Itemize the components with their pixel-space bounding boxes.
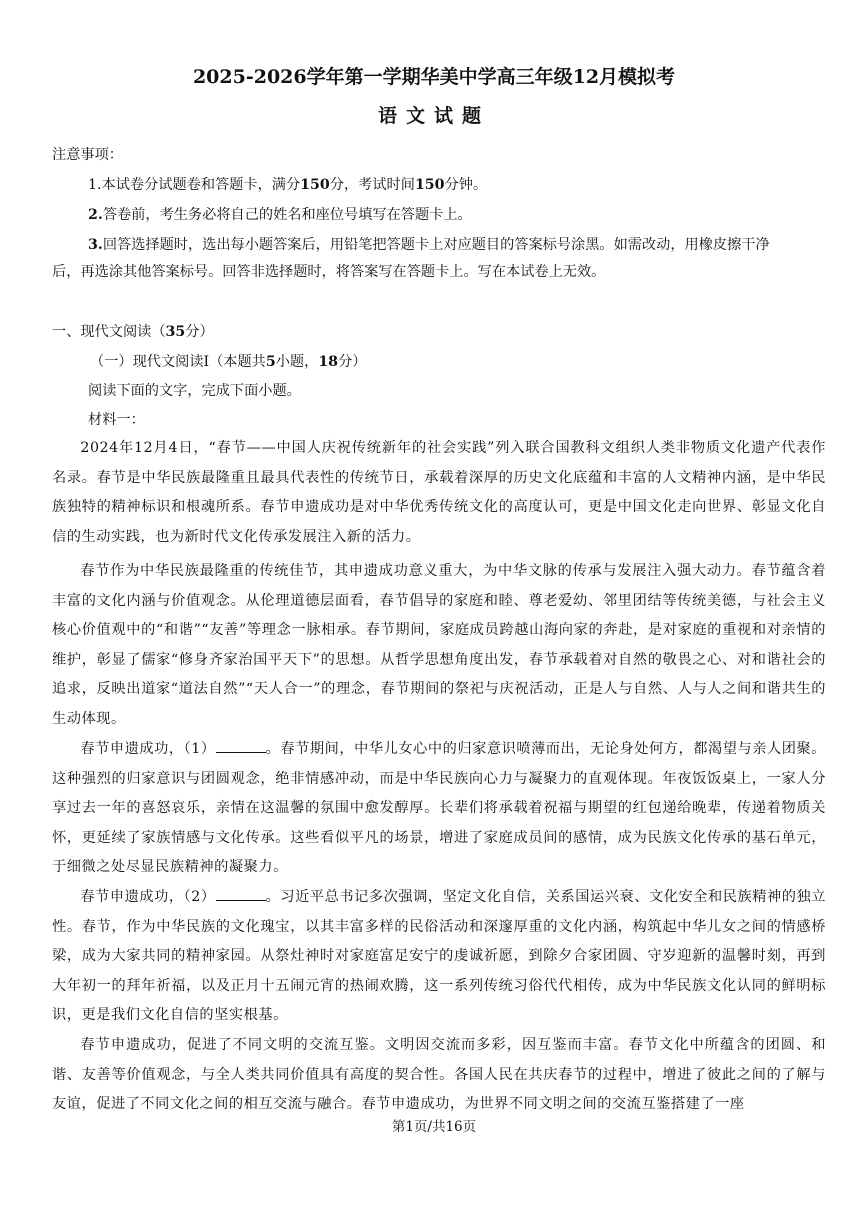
- notice-item-1-time: 150: [414, 177, 445, 193]
- notice-heading: 注意事项：: [52, 147, 123, 163]
- notice-item-1-post: 分钟。: [444, 177, 488, 193]
- page-number: 第1页/共16页: [391, 1119, 477, 1135]
- paragraph-4-post: 。习近平总书记多次强调，坚定文化自信，关系国运兴衰、文化安全和民族精神的独立性。春节，作为中华民族的文化瑰宝，以其丰富多样的民俗活动和深邃厚重的文化内涵，构筑起中华儿女之间的情感桥梁，成为大家共同的精神家园。从祭灶神时对家庭富足安宁的虔诚祈愿，到除夕合家团圆、守岁迎新的温馨时刻，再到大年初一的拜年祈福，以及正月十五闹元宵的热闹欢腾，这一系列传统习俗代代相传，成为中华民族文化认同的鲜明标识，更是我们文化自信的坚实根基。: [52, 889, 826, 1024]
- reading-instruction: 阅读下面的文字，完成下面小题。: [88, 383, 301, 399]
- paragraph-2: 春节作为中华民族最隆重的传统佳节，其申遗成功意义重大，为中华文脉的传承与发展注入强大动力。春节蕴含着丰富的文化内涵与价值观念。从伦理道德层面看，春节倡导的家庭和睦、尊老爱幼、邻里团结等传统美德，与社会主义核心价值观中的“和谐”“友善”等理念一脉相承。春节期间，家庭成员跨越山海向家的奔赴，是对家庭的重视和对亲情的维护，彰显了儒家“修身齐家治国平天下”的思想。从哲学思想角度出发，春节承载着对自然的敬畏之心、对和谐社会的追求，反映出道家“道法自然”“天人合一”的理念，春节期间的祭祀与庆祝活动，正是人与自然、人与人之间和谐共生的生动体现。: [52, 563, 826, 727]
- section-heading-score: 35: [165, 324, 186, 340]
- exam-subject: 语文试题: [377, 105, 490, 127]
- paragraph-3-post: 。春节期间，中华儿女心中的归家意识喷薄而出，无论身处何方，都渴望与亲人团聚。这种强烈的归家意识与团圆观念，绝非情感冲动，而是中华民族向心力与凝聚力的直观体现。年夜饭饭桌上，一家人分享过去一年的喜怒哀乐，亲情在这温馨的氛围中愈发醇厚。长辈们将承载着祝福与期望的红包递给晚辈，传递着物质关怀，更延续了家族情感与文化传承。这些看似平凡的场景，增进了家庭成员间的感情，成为民族文化传承的基石单元，于细微之处尽显民族精神的凝聚力。: [52, 741, 826, 876]
- subsection-count: 5: [265, 354, 276, 370]
- answer-blank-2: [216, 886, 266, 901]
- section-heading-pre: 一、现代文阅读（: [52, 324, 166, 340]
- notice-item-3-line-2: 后，再选涂其他答案标号。回答非选择题时，将答案写在答题卡上。写在本试卷上无效。: [52, 264, 606, 280]
- paragraph-4: [52, 883, 826, 1031]
- notice-item-1-pre: 1.本试卷分试题卷和答题卡，满分: [88, 177, 301, 193]
- subsection-pre: （一）现代文阅读Ⅰ（本题共: [90, 354, 266, 370]
- paragraph-1: 2024年12月4日，“春节——中国人庆祝传统新年的社会实践”列入联合国教科文组织人类非物质文化遗产代表作名录。春节是中华民族最隆重且最具代表性的传统节日，承载着深厚的历史文化底蕴和丰富的人文精神内涵，是中华民族独特的精神标识和根魂所系。春节申遗成功是对中华优秀传统文化的高度认可，更是中国文化走向世界、彰显文化自信的生动实践，也为新时代文化传承发展注入新的活力。: [52, 440, 826, 545]
- subsection-post: 分）: [338, 354, 367, 370]
- exam-title: 2025-2026学年第一学期华美中学高三年级12月模拟考: [192, 66, 676, 88]
- notice-item-3-number: 3.: [88, 237, 103, 253]
- notice-item-1-mid: 分，考试时间: [329, 177, 415, 193]
- answer-blank-1: [216, 738, 266, 753]
- subsection-mid: 小题，: [275, 354, 319, 370]
- notice-item-3: [88, 235, 770, 255]
- notice-item-1-score: 150: [300, 177, 330, 193]
- notice-item-2: [88, 205, 472, 225]
- notice-item-2-number: 2.: [88, 207, 103, 223]
- paragraph-5: 春节申遗成功，促进了不同文明的交流互鉴。文明因交流而多彩，因互鉴而丰富。春节文化中所蕴含的团圆、和谐、友善等价值观念，与全人类共同价值具有高度的契合性。各国人民在共庆春节的过程中，增进了彼此之间的了解与友谊，促进了不同文化之间的相互交流与融合。春节申遗成功，为世界不同文明之间的交流互鉴搭建了一座: [52, 1037, 826, 1113]
- section-heading-post: 分）: [185, 324, 214, 340]
- paragraph-4-pre: 春节申遗成功，（2）: [80, 889, 216, 905]
- paragraph-3: [52, 735, 826, 883]
- paragraph-3-pre: 春节申遗成功，（1）: [80, 741, 216, 757]
- subsection-heading: [90, 352, 366, 372]
- section-heading: [52, 322, 214, 342]
- material-label: 材料一：: [88, 412, 145, 428]
- notice-item-1: [88, 175, 487, 195]
- subsection-score: 18: [318, 354, 339, 370]
- notice-item-3-line-1: 回答选择题时，选出每小题答案后，用铅笔把答题卡上对应题目的答案标号涂黑。如需改动，用橡皮擦干净: [102, 237, 770, 253]
- notice-item-2-text: 答卷前，考生务必将自己的姓名和座位号填写在答题卡上。: [102, 207, 472, 223]
